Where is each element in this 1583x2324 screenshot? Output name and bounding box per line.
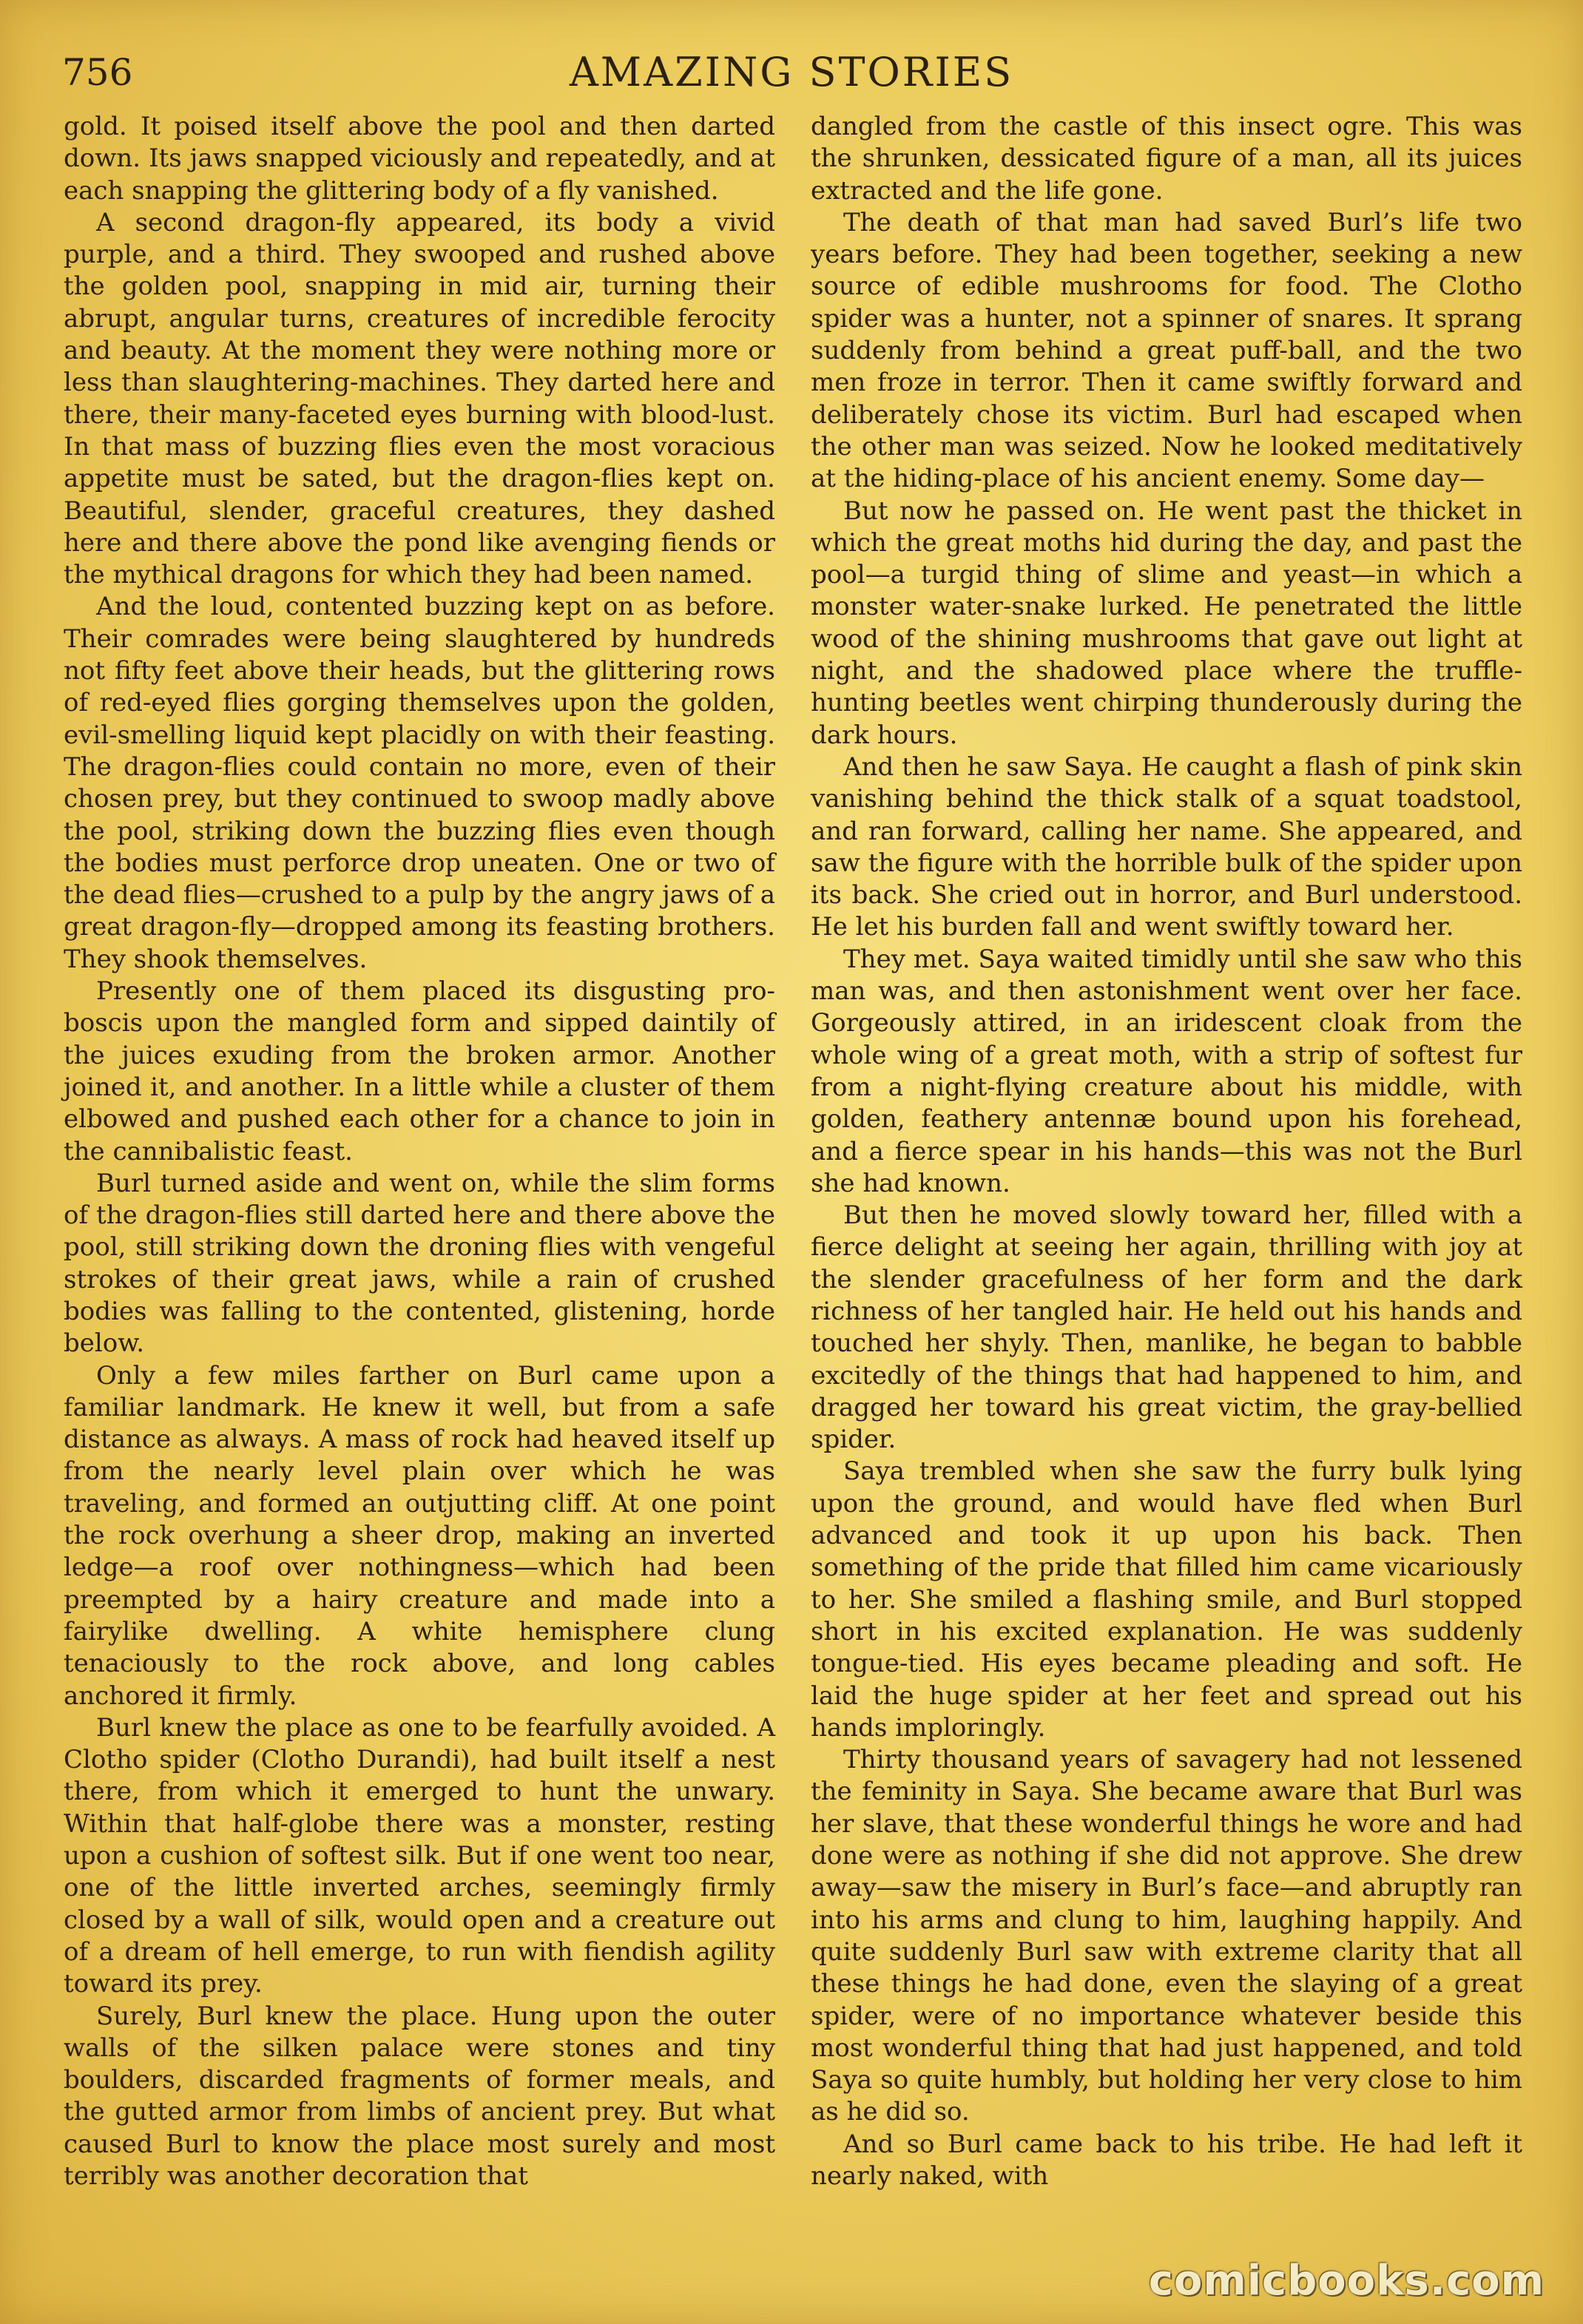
paragraph: Thirty thousand years of savagery had not lessened the feminity in Saya. She became aware that Burl was her slave, that these wonderful things he wore and had done were as nothing if she did not approve. She drew away—saw the misery in Burl’s face—and abruptly ran into his arms and clung to him, laughing happily. And quite suddenly Burl saw with extreme clarity that all these things he had done, even the slaying of a great spider, were of no importance whatever beside this most wonderful thing that had just happened, and told Saya so quite humbly, but holding her very close to him as he did so.	[811, 1745, 1522, 2127]
watermark-logo: comicbooks.com	[1148, 2257, 1545, 2305]
paragraph: The death of that man had saved Burl’s life two years before. They had been together, seeking a new source of edible mushrooms for food. The Clotho spider was a hunter, not a spinner of snares. It sprang suddenly from behind a great puff-ball, and the two men froze in terror. Then it came swiftly forward and deliberately chose its victim. Burl had escaped when the other man was seized. Now he looked meditatively at the hiding-place of his ancient enemy. Some day—	[811, 207, 1522, 494]
page-header	[0, 43, 1583, 102]
page-number: 756	[62, 51, 133, 94]
paragraph: They met. Saya waited timidly until she saw who this man was, and then astonishment went over her face. Gorgeously attired, in an iridescent cloak from the whole wing of a great moth, with a strip of softest fur from a night-flying creature about his middle, with golden, feathery antennæ bound upon his forehead, and a fierce spear in his hands—this was not the Burl she had known.	[811, 944, 1522, 1198]
paragraph: Surely, Burl knew the place. Hung upon the outer walls of the silken palace were stones and tiny boulders, discarded fragments of former meals, and the gutted armor from limbs of ancient prey. But what caused Burl to know the place most surely and most terribly was another decoration that	[64, 2001, 775, 2191]
paragraph: And the loud, contented buzzing kept on as before. Their comrades were being slaughtered by hundreds not fifty feet above their heads, but the glittering rows of red-eyed flies gorging themselves upon the golden, evil-smelling liquid kept placidly on with their feasting. The dragon-flies could contain no more, even of their chosen prey, but they continued to swoop madly above the pool, striking down the buzzing flies even though the bodies must perforce drop uneaten. One or two of the dead flies—crushed to a pulp by the angry jaws of a great dragon-fly—dropped among its feasting brothers. They shook themselves.	[64, 592, 775, 974]
paragraph: But now he passed on. He went past the thicket in which the great moths hid during the day, and past the pool—a turgid thing of slime and yeast—in which a monster water-snake lurked. He penetrated the little wood of the shining mushrooms that gave out light at night, and the shadowed place where the truffle-hunting beetles went chirping thunderously during the dark hours.	[811, 496, 1522, 750]
paragraph: Saya trembled when she saw the furry bulk lying upon the ground, and would have fled when Burl advanced and took it up upon his back. Then something of the pride that filled him came vicariously to her. She smiled a flashing smile, and Burl stopped short in his excited explanation. He was suddenly tongue-tied. His eyes became pleading and soft. He laid the huge spider at her feet and spread out his hands imploringly.	[811, 1456, 1522, 1743]
left-column	[64, 111, 775, 2192]
paragraph: A second dragon-fly appeared, its body a vivid purple, and a third. They swooped and rushed above the golden pool, snapping in mid air, turning their abrupt, angular turns, creatures of incredible ferocity and beauty. At the moment they were nothing more or less than slaughtering-machines. They darted here and there, their many-faceted eyes burning with blood-lust. In that mass of buzzing flies even the most voracious appetite must be sated, but the dragon-flies kept on. Beautiful, slender, graceful creatures, they dashed here and there above the pond like avenging fiends or the mythical dragons for which they had been named.	[64, 207, 775, 590]
right-column	[811, 111, 1522, 2192]
paragraph: And then he saw Saya. He caught a flash of pink skin vanishing behind the thick stalk of a squat toadstool, and ran forward, calling her name. She appeared, and saw the figure with the horrible bulk of the spider upon its back. She cried out in horror, and Burl understood. He let his burden fall and went swiftly toward her.	[811, 751, 1522, 942]
paragraph: gold. It poised itself above the pool and then darted down. Its jaws snapped viciously and repeatedly, and at each snapping the glittering body of a fly vanished.	[64, 112, 775, 206]
paragraph: dangled from the castle of this insect ogre. This was the shrunken, dessicated figure of a man, all its juices extracted and the life gone.	[811, 112, 1522, 206]
paragraph: And so Burl came back to his tribe. He had left it nearly naked, with	[811, 2129, 1522, 2191]
paragraph: Only a few miles farther on Burl came upon a familiar landmark. He knew it well, but from a safe distance as always. A mass of rock had heaved itself up from the nearly level plain over which he was traveling, and formed an outjutting cliff. At one point the rock overhung a sheer drop, making an inverted ledge—a roof over nothingness—which had been preempted by a hairy creature and made into a fairylike dwelling. A white hemisphere clung tenaciously to the rock above, and long cables anchored it firmly.	[64, 1360, 775, 1711]
paragraph: Burl turned aside and went on, while the slim forms of the dragon-flies still darted here and there above the pool, still striking down the droning flies with vengeful strokes of their great jaws, while a rain of crushed bodies was falling to the contented, glistening, horde below.	[64, 1168, 775, 1359]
paragraph: Presently one of them placed its disgusting proboscis upon the mangled form and sipped daintily of the juices exuding from the broken armor. Another joined it, and another. In a little while a cluster of them elbowed and pushed each other for a chance to join in the cannibalistic feast.	[64, 976, 775, 1166]
paragraph: Burl knew the place as one to be fearfully avoided. A Clotho spider (Clotho Durandi), had built itself a nest there, from which it emerged to hunt the unwary. Within that half-globe there was a monster, resting upon a cushion of softest silk. But if one went too near, one of the little inverted arches, seemingly firmly closed by a wall of silk, would open and a creature out of a dream of hell emerge, to run with fiendish agility toward its prey.	[64, 1712, 775, 1999]
running-title: AMAZING STORIES	[569, 49, 1014, 95]
paragraph: But then he moved slowly toward her, filled with a fierce delight at seeing her again, thrilling with joy at the slender gracefulness of her form and the dark richness of her tangled hair. He held out his hands and touched her shyly. Then, manlike, he began to babble excitedly of the things that had happened to him, and dragged her toward his great victim, the gray-bellied spider.	[811, 1200, 1522, 1455]
